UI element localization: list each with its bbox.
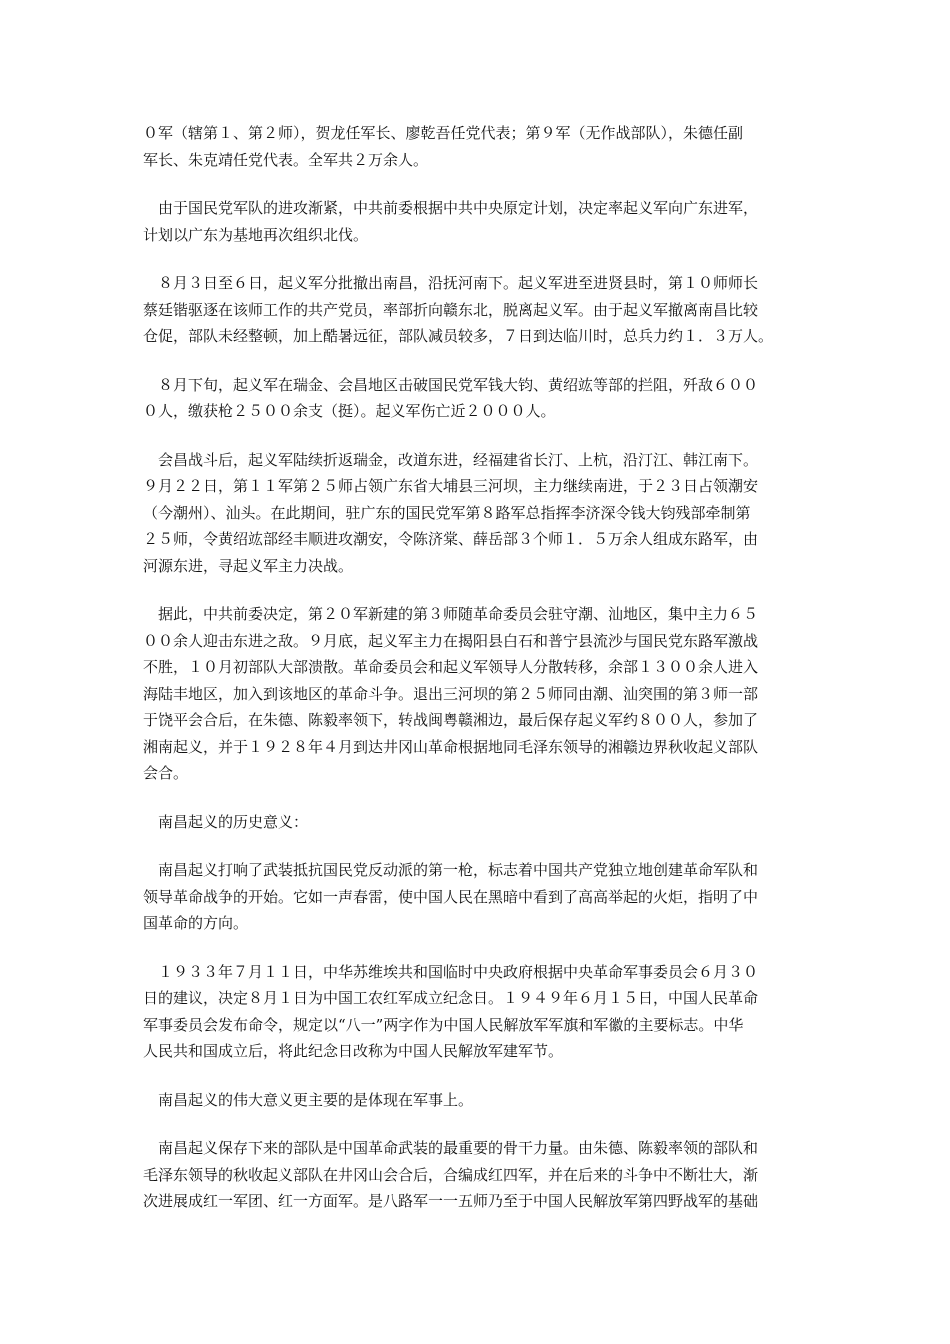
text-line: 南昌起义打响了武装抵抗国民党反动派的第一枪，标志着中国共产党独立地创建革命军队和 [158,861,759,879]
paragraph [143,270,808,350]
text-line: 不胜，１０月初部队大部溃散。革命委员会和起义军领导人分散转移，余部１３００余人进入 [143,658,759,676]
text-line: 毛泽东领导的秋收起义部队在井冈山会合后，合编成红四军，并在后来的斗争中不断壮大，渐 [143,1165,759,1184]
text-line: ０人，缴获枪２５００余支（挺）。起义军伤亡近２０００人。 [143,402,556,420]
text-line: ００余人迎击东进之敌。９月底，起义军主力在揭阳县白石和普宁县流沙与国民党东路军激战 [143,631,759,650]
text-line: 南昌起义的伟大意义更主要的是体现在军事上。 [158,1090,474,1109]
text-line: 次进展成红一军团、红一方面军。是八路军一一五师乃至于中国人民解放军第四野战军的基础 [143,1192,759,1210]
paragraph [143,1087,808,1114]
paragraph [143,372,808,425]
paragraph [143,809,808,836]
text-line: 仓促，部队未经整顿，加上酷暑远征，部队减员较多，７日到达临川时，总兵力约１．３万人。 [143,327,774,345]
text-line: ８月３日至６日，起义军分批撤出南昌，沿抚河南下。起义军进至进贤县时，第１０师师长 [158,274,759,292]
paragraph [143,1135,808,1215]
text-line: 会昌战斗后，起义军陆续折返瑞金，改道东进，经福建省长汀、上杭，沿汀江、韩江南下。 [158,450,759,469]
text-line: １９３３年７月１１日，中华苏维埃共和国临时中央政府根据中央革命军事委员会６月３０ [158,962,759,981]
paragraph [143,195,808,248]
text-line: 人民共和国成立后，将此纪念日改称为中国人民解放军建军节。 [143,1042,564,1060]
text-line: 领导革命战争的开始。它如一声春雷，使中国人民在黑暗中看到了高高举起的火炬，指明了中 [143,887,759,906]
document-page [143,120,808,1237]
text-line: 河源东进，寻起义军主力决战。 [143,556,354,575]
text-line: 湘南起义，并于１９２８年４月到达井冈山革命根据地同毛泽东领导的湘赣边界秋收起义部队 [143,737,759,756]
paragraph [143,601,808,787]
paragraph [143,447,808,580]
text-line: 于饶平会合后，在朱德、陈毅率领下，转战闽粤赣湘边，最后保存起义军约８００人，参加了 [143,711,759,729]
text-line: 国革命的方向。 [143,914,249,932]
text-line: 会合。 [143,764,189,782]
text-line: ２５师，令黄绍竑部经丰顺进攻潮安，令陈济棠、薛岳部３个师１．５万余人组成东路军，由 [143,530,759,548]
paragraph [143,120,808,173]
text-line: ０军（辖第１、第２师），贺龙任军长、廖乾吾任党代表；第９军（无作战部队），朱德任副 [143,124,744,142]
text-line: ８月下旬，起义军在瑞金、会昌地区击破国民党军钱大钧、黄绍竑等部的拦阻，歼敌６００ [158,375,759,394]
paragraph [143,959,808,1065]
text-line: 军事委员会发布命令，规定以“八一”两字作为中国人民解放军军旗和军徽的主要标志。中华 [143,1015,744,1034]
text-line: 计划以广东为基地再次组织北伐。 [143,225,369,244]
text-line: 军长、朱克靖任党代表。全军共２万余人。 [143,150,429,169]
text-line: 由于国民党军队的进攻渐紧，中共前委根据中共中央原定计划，决定率起义军向广东进军， [158,199,759,217]
text-line: 蔡廷锴驱逐在该师工作的共产党员，率部折向赣东北，脱离起义军。由于起义军撤离南昌比较 [143,300,759,319]
text-line: 南昌起义保存下来的部队是中国革命武装的最重要的骨干力量。由朱德、陈毅率领的部队和 [158,1139,759,1157]
text-line: 海陆丰地区，加入到该地区的革命斗争。退出三河坝的第２５师同由潮、汕突围的第３师一部 [143,684,759,703]
text-line: 日的建议，决定８月１日为中国工农红军成立纪念日。１９４９年６月１５日，中国人民革命 [143,989,759,1007]
text-line: 南昌起义的历史意义： [158,812,309,831]
paragraph [143,857,808,937]
text-line: （今潮州）、汕头。在此期间，驻广东的国民党军第８路军总指挥李济深令钱大钧残部牵制第 [143,503,751,522]
text-line: 据此，中共前委决定，第２０军新建的第３师随革命委员会驻守潮、汕地区，集中主力６５ [158,605,759,623]
text-line: ９月２２日，第１１军第２５师占领广东省大埔县三河坝，主力继续南进，于２３日占领潮安 [143,477,759,495]
